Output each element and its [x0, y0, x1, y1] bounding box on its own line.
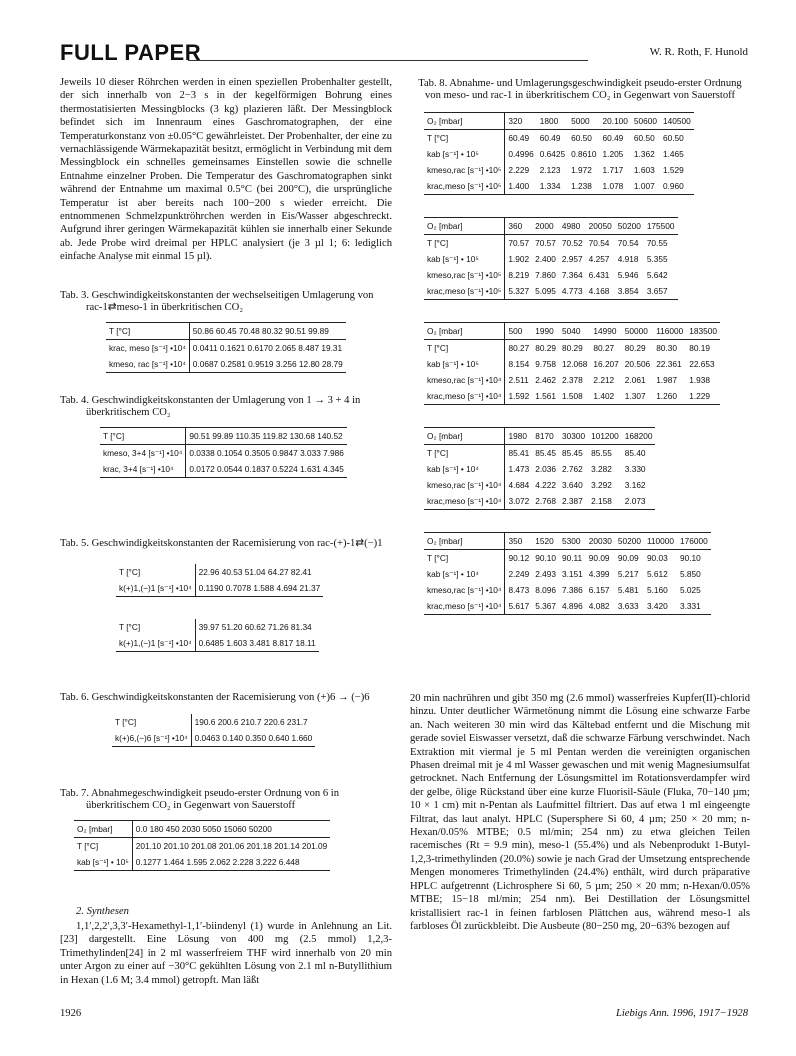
table-row [424, 428, 655, 445]
table-cell: 60.50 [633, 133, 655, 144]
table-cell: 1.334 [537, 178, 568, 195]
table-cell: 60.49 [602, 133, 624, 144]
table-cell: 3.330 [624, 464, 646, 475]
table-row: T [°C] 39.97 51.20 60.62 71.26 81.34 [116, 619, 319, 635]
table-cell: 7.364 [561, 270, 583, 281]
table-row: T [°C] 50.86 60.45 70.48 80.32 90.51 99.89 [106, 323, 346, 340]
table-cell: 5.025 [680, 585, 701, 596]
table-cell: 2.378 [562, 375, 583, 386]
table-cell: 2.387 [559, 493, 588, 510]
table-cell: 1.465 [663, 149, 684, 160]
table-cell: 3.282 [591, 464, 612, 475]
table-cell: 1.473 [508, 464, 530, 475]
table-cell: 1.987 [656, 375, 677, 386]
body-paragraph: 1,1′,2,2′,3,3′-Hexamethyl-1,1′-biindenyl (1) wurde in Anlehnung an Lit.[23] dargestellt. Eine Lösung von 400 mg (2.5 mmol) 1,2,3-Trimethylinden[24] in 2 ml wasserfreiem THF wird innerhalb von 20 min unter Argon zu einer auf −30°C gekühlten Lösung von 2.1 ml n-Butyllithium in Hexan (1.6 M; 3.4 mmol) getropft. Man läßt [60, 921, 392, 986]
data-table [100, 427, 347, 478]
table-row: krac, 3+4 [s⁻¹] •10⁴ 0.0172 0.0544 0.1837 0.5224 1.631 4.345 [100, 461, 347, 478]
table-cell: 1.592 [505, 388, 532, 405]
table-cell: 70.55 [646, 238, 668, 249]
data-table [116, 564, 323, 597]
table-cell: 5.946 [617, 270, 639, 281]
table-cell: 3.331 [677, 598, 711, 615]
table-row [424, 251, 678, 267]
table-cell: 9.758 [535, 359, 557, 370]
table-cell: 50200 [615, 218, 644, 235]
table-cell: 2.212 [593, 375, 615, 386]
data-table [116, 619, 319, 652]
table-cell: 70.54 [617, 238, 639, 249]
table-caption: Tab. 4. Geschwindigkeitskonstanten der Umlagerung von 1 → 3 + 4 in überkritischem CO₂ [60, 395, 361, 419]
table-caption: Tab. 6. Geschwindigkeitskonstanten der Racemisierung von (+)6 → (−)6 [60, 692, 370, 703]
table-cell: 3.420 [644, 598, 677, 615]
row-label: kmeso,rac [s⁻¹] •10⁵ [424, 267, 505, 283]
table-cell: 80.27 [508, 343, 530, 354]
table-row [424, 146, 694, 162]
table-cell: 7.860 [535, 270, 556, 281]
table-cell: 5.850 [680, 569, 701, 580]
table-row: T [°C] 201.10 201.10 201.08 201.06 201.18 201.14 201.09 [74, 838, 330, 855]
table-cell: 30300 [559, 428, 588, 445]
authors: W. R. Roth, F. Hunold [649, 46, 748, 58]
table-cell: 183500 [686, 323, 720, 340]
table-cell: 5040 [559, 323, 590, 340]
row-label: kab [s⁻¹] • 10⁵ [424, 356, 505, 372]
table-cell: 2.957 [561, 254, 583, 265]
table-cell: 2.229 [508, 165, 530, 176]
table-cell: 1.362 [633, 149, 655, 160]
row-label: krac,meso [s⁻¹] •10⁴ [424, 388, 505, 405]
table-cell: 80.30 [656, 343, 677, 354]
table-cell: 90.10 [680, 553, 701, 564]
table-cell: 8.154 [508, 359, 530, 370]
table-cell: 2.768 [532, 493, 559, 510]
table-row [424, 477, 655, 493]
synthesis-section [60, 906, 392, 987]
page-number: 1926 [60, 1008, 82, 1019]
table-caption: Tab. 5. Geschwindigkeitskonstanten der Racemisierung von rac-(+)-1⇄(−)1 [60, 538, 383, 549]
body-paragraph: Jeweils 10 dieser Röhrchen werden in einen speziellen Probenhalter gestellt, der sich innerhalb von 2−3 s in der kegelförmigen Bohrung eines thermostatisierten Messingblocks (3 kg) plazieren läßt. Der Messingblock befindet sich im Innenraum eines Gaschromatographen, der eine Temperaturkonstanz von ±0.05°C gewährleistet. Der Probenhalter, der eine zu vernachlässigende Wärmekapazität besitzt, ermöglicht in Verbindung mit dem Messingblock ein schnelles gemeinsames Einstellen sowie die schnelle Entnahme einzelner Proben. Die Temperatur des Gaschromatographen sinkt während der Entnahme um maximal 0.5°C (bei 200°C), die ursprüngliche Temperatur ist aber bereits nach 100−200 s wieder erreicht. Die entnommenen Schmelzpunktröhrchen werden in Eis/Wasser abgeschreckt. Aufgrund ihrer geringen Wärmekapazität kühlen sie innerhalb einer Sekunde ab. Jede Probe wird dreimal per HPLC analysiert (je 3 µl 1; 6: lediglich einfache Analyse mit einmal 15 µl). [60, 77, 392, 263]
table-cell: 8.473 [508, 585, 530, 596]
table-row [424, 388, 720, 405]
table-row [424, 372, 720, 388]
table-cell: 3.292 [591, 480, 612, 491]
table-cell: 20050 [586, 218, 615, 235]
data-table [424, 112, 694, 195]
table-row [424, 340, 720, 357]
table-6 [60, 692, 392, 747]
table-8-blocks [410, 112, 750, 615]
table-cell: 110000 [644, 533, 677, 550]
table-cell: 20.506 [624, 359, 651, 370]
table-cell: 4.918 [617, 254, 639, 265]
row-label: T [°C] [424, 550, 505, 567]
table-cell: 6.431 [588, 270, 610, 281]
table-row: T [°C] 22.96 40.53 51.04 64.27 82.41 [116, 564, 323, 580]
table-cell: 1.603 [633, 165, 655, 176]
table-cell: 5.642 [646, 270, 668, 281]
table-cell: 0.960 [660, 178, 694, 195]
table-cell: 8.219 [508, 270, 530, 281]
table-cell: 1990 [532, 323, 559, 340]
table-cell: 1.529 [663, 165, 684, 176]
table-cell: 5.481 [617, 585, 639, 596]
table-cell: 8.096 [535, 585, 557, 596]
table-cell: 1800 [537, 113, 568, 130]
body-paragraph: 20 min nachrühren und gibt 350 mg (2.6 mmol) wasserfreies Kupfer(II)-chlorid hinzu. Unter deutlicher Wärmetönung nimmt die Lösung eine schwarze Farbe an. Nach weiteren 30 min wird das Kältebad entfernt und die Mischung mit gerade soviel Eiswasser versetzt, daß die schwarze Färbung verschwindet. Nach Extraktion mit viermal je 5 ml Pentan werden die vereinigten organischen Phasen dreimal mit je 4 ml Wasser gewaschen und mit wenig Magnesiumsulfat getrocknet. Nach Entfernung der Lösungsmittel im Rotationsverdampfer wird der gelbe, ölige Rückstand über eine kurze Fluorisil-Säule (Fluka, 70−140 µm; 10 × 1 cm) mit n-Pentan als Laufmittel filtriert. Das auf etwa 1 ml eingeengte Filtrat, das laut analyt. HPLC (Supersphere Si 60, 4 µm; 250 × 20 mm; n-Hexan/0.05% MTBE; 0.5 ml/min; 254 nm) zu etwa gleichen Teilen racemisches (Rt = 9.9 min), meso-1 (55.4%) und als Nebenprodukt 1-Butyl-1,2,3-trimethylinden (20.0%) sowie je nach Grad der Umsetzung entsprechende Mengen monomeres Trimethylinden (24.4%) enthält, wird durch präparative HPLC aufgetrennt (Lichrosphere Si 60, 5 µm; 250 × 20 mm; n-Hexan/0.05% MTBE; 15−18 ml/min; 254 nm). Bei Destillation der Lösungsmittel kristallisiert rac-1 in feinen farblosen Plättchen aus, während meso-1 als farbloses Öl zurückbleibt. Die Ausbeute (80−250 mg, 20−63% bezogen auf [410, 693, 750, 932]
table-row [424, 356, 720, 372]
table-3 [60, 290, 392, 373]
data-table [424, 532, 711, 615]
table-cell: 70.57 [535, 238, 556, 249]
table-row [424, 113, 694, 130]
table-cell: 80.19 [689, 343, 711, 354]
table-row [424, 461, 655, 477]
table-cell: 70.57 [508, 238, 530, 249]
table-cell: 1.938 [689, 375, 711, 386]
table-cell: 80.27 [593, 343, 615, 354]
table-cell: 14990 [590, 323, 621, 340]
table-5 [60, 538, 392, 652]
table-row: k(+)1,(−)1 [s⁻¹] •10⁴ 0.6485 1.603 3.481 8.817 18.11 [116, 635, 319, 652]
table-cell: 5.612 [646, 569, 668, 580]
table-row [424, 283, 678, 300]
table-row [424, 566, 711, 582]
table-cell: 12.068 [562, 359, 588, 370]
table-cell: 50200 [615, 533, 644, 550]
table-cell: 70.52 [561, 238, 583, 249]
table-row [424, 267, 678, 283]
table-cell: 2000 [532, 218, 559, 235]
table-cell: 50000 [622, 323, 653, 340]
table-cell: 3.633 [615, 598, 644, 615]
row-label: O₂ [mbar] [424, 428, 505, 445]
table-cell: 20030 [586, 533, 615, 550]
table-cell: 90.11 [562, 553, 583, 564]
table-cell: 16.207 [593, 359, 619, 370]
row-label: O₂ [mbar] [424, 323, 505, 340]
data-table [106, 322, 346, 373]
table-cell: 4.684 [508, 480, 530, 491]
table-cell: 0.8610 [571, 149, 597, 160]
table-row: kab [s⁻¹] • 10⁵ 0.1277 1.464 1.595 2.062 2.228 3.222 6.448 [74, 854, 330, 871]
row-label: krac,meso [s⁻¹] •10⁵ [424, 283, 505, 300]
table-cell: 4980 [559, 218, 586, 235]
row-label: kab [s⁻¹] • 10⁵ [424, 146, 505, 162]
table-cell: 3.640 [562, 480, 583, 491]
data-table [112, 714, 315, 747]
table-cell: 7.386 [562, 585, 583, 596]
table-cell: 5.217 [617, 569, 639, 580]
table-row: k(+)6,(−)6 [s⁻¹] •10⁴ 0.0463 0.140 0.350 0.640 1.660 [112, 730, 315, 747]
table-cell: 1.007 [631, 178, 660, 195]
table-cell: 1.508 [559, 388, 590, 405]
table-row [424, 550, 711, 567]
table-cell: 70.54 [588, 238, 610, 249]
table-row [424, 162, 694, 178]
table-cell: 90.10 [535, 553, 557, 564]
table-cell: 4.222 [535, 480, 557, 491]
row-label: kab [s⁻¹] • 10⁵ [424, 251, 505, 267]
table-row: T [°C] 90.51 99.89 110.35 119.82 130.68 140.52 [100, 428, 347, 445]
table-cell: 140500 [660, 113, 694, 130]
left-column [60, 76, 392, 264]
table-cell: 3.657 [644, 283, 678, 300]
table-row [424, 178, 694, 195]
table-cell: 500 [505, 323, 532, 340]
page-header [60, 40, 748, 70]
table-cell: 1.402 [590, 388, 621, 405]
row-label: kmeso,rac [s⁻¹] •10⁴ [424, 372, 505, 388]
table-cell: 2.158 [588, 493, 622, 510]
table-cell: 85.40 [624, 448, 646, 459]
table-cell: 1.238 [568, 178, 599, 195]
table-cell: 2.036 [535, 464, 557, 475]
table-cell: 5000 [568, 113, 599, 130]
table-cell: 85.55 [591, 448, 612, 459]
table-cell: 1.229 [686, 388, 720, 405]
table-row: kmeso, 3+4 [s⁻¹] •10⁴ 0.0338 0.1054 0.3505 0.9847 3.033 7.986 [100, 445, 347, 462]
table-cell: 350 [505, 533, 532, 550]
table-cell: 168200 [622, 428, 656, 445]
row-label: krac,meso [s⁻¹] •10⁵ [424, 178, 505, 195]
table-cell: 8170 [532, 428, 559, 445]
table-row [424, 218, 678, 235]
table-cell: 0.4996 [508, 149, 534, 160]
data-table [424, 322, 720, 405]
table-cell: 2.400 [535, 254, 556, 265]
table-7 [60, 788, 392, 871]
table-row [424, 130, 694, 147]
table-cell: 2.123 [539, 165, 561, 176]
table-cell: 3.854 [615, 283, 644, 300]
table-cell: 5.327 [505, 283, 532, 300]
table-cell: 1520 [532, 533, 559, 550]
table-cell: 1.561 [532, 388, 559, 405]
table-cell: 4.168 [586, 283, 615, 300]
table-row [424, 582, 711, 598]
row-label: T [°C] [424, 235, 505, 252]
row-label: kmeso,rac [s⁻¹] •10⁴ [424, 477, 505, 493]
row-label: O₂ [mbar] [424, 533, 505, 550]
row-label: kab [s⁻¹] • 10⁴ [424, 461, 505, 477]
row-label: O₂ [mbar] [424, 218, 505, 235]
table-cell: 4.896 [559, 598, 586, 615]
table-cell: 2.462 [535, 375, 557, 386]
table-cell: 1.307 [622, 388, 653, 405]
table-cell: 116000 [653, 323, 686, 340]
row-label: kmeso,rac [s⁻¹] •10⁴ [424, 582, 505, 598]
table-cell: 90.09 [617, 553, 639, 564]
table-row [424, 445, 655, 462]
table-cell: 320 [505, 113, 537, 130]
table-cell: 5.355 [646, 254, 668, 265]
table-cell: 4.082 [586, 598, 615, 615]
table-cell: 176000 [677, 533, 711, 550]
table-cell: 1.972 [571, 165, 592, 176]
table-cell: 22.361 [656, 359, 682, 370]
table-caption: Tab. 3. Geschwindigkeitskonstanten der wechselseitigen Umlagerung von rac-1⇄meso-1 in überkritischen CO₂ [60, 290, 374, 314]
table-row [424, 598, 711, 615]
table-cell: 1.260 [653, 388, 686, 405]
table-row [424, 493, 655, 510]
table-cell: 1.400 [505, 178, 537, 195]
table-row [424, 235, 678, 252]
table-cell: 5.095 [532, 283, 559, 300]
table-cell: 4.773 [559, 283, 586, 300]
table-cell: 5.367 [532, 598, 559, 615]
table-cell: 2.511 [508, 375, 529, 386]
table-cell: 360 [505, 218, 532, 235]
table-cell: 5.617 [505, 598, 532, 615]
table-cell: 80.29 [562, 343, 583, 354]
table-cell: 2.249 [508, 569, 530, 580]
table-cell: 6.157 [588, 585, 610, 596]
row-label: kmeso,rac [s⁻¹] •10⁵ [424, 162, 505, 178]
table-cell: 2.073 [622, 493, 656, 510]
table-cell: 1980 [505, 428, 532, 445]
table-cell: 1.078 [600, 178, 631, 195]
table-cell: 4.257 [588, 254, 610, 265]
table-row [424, 323, 720, 340]
row-label: O₂ [mbar] [424, 113, 505, 130]
table-cell: 90.12 [508, 553, 530, 564]
table-row: O₂ [mbar] 0.0 180 450 2030 5050 15060 50200 [74, 821, 330, 838]
table-cell: 1.902 [508, 254, 530, 265]
table-cell: 2.762 [562, 464, 583, 475]
table-cell: 1.205 [602, 149, 624, 160]
table-cell: 85.41 [508, 448, 530, 459]
table-cell: 90.09 [588, 553, 610, 564]
table-cell: 60.50 [571, 133, 592, 144]
table-cell: 5300 [559, 533, 586, 550]
table-cell: 175500 [644, 218, 678, 235]
table-cell: 50600 [631, 113, 660, 130]
table-cell: 85.45 [562, 448, 583, 459]
table-cell: 101200 [588, 428, 622, 445]
table-4 [60, 395, 392, 478]
data-table [74, 820, 330, 871]
table-cell: 3.151 [562, 569, 583, 580]
table-cell: 2.061 [624, 375, 646, 386]
header-rule [188, 60, 588, 61]
section-label: FULL PAPER [60, 40, 202, 65]
table-cell: 60.50 [663, 133, 684, 144]
table-caption: Tab. 7. Abnahmegeschwindigkeit pseudo-erster Ordnung von 6 in überkritischem CO₂ in Gegenwart von Sauerstoff [60, 788, 340, 812]
table-cell: 5.160 [646, 585, 668, 596]
row-label: T [°C] [424, 445, 505, 462]
table-row: k(+)1,(−)1 [s⁻¹] •10⁴ 0.1190 0.7078 1.588 4.694 21.37 [116, 580, 323, 597]
row-label: kab [s⁻¹] • 10⁴ [424, 566, 505, 582]
table-caption: Tab. 8. Abnahme- und Umlagerungsgeschwindigkeit pseudo-erster Ordnung von meso- und rac-1 in überkritischem CO₂ in Gegenwart von Sauerstoff [418, 78, 742, 102]
table-cell: 80.29 [624, 343, 646, 354]
table-8 [410, 78, 750, 615]
row-label: T [°C] [424, 130, 505, 147]
table-cell: 0.6425 [539, 149, 566, 160]
right-column-text [410, 692, 750, 933]
table-cell: 22.653 [689, 359, 715, 370]
table-row [424, 533, 711, 550]
data-table [424, 427, 655, 510]
row-label: krac,meso [s⁻¹] •10⁴ [424, 598, 505, 615]
table-cell: 20.100 [600, 113, 631, 130]
table-row: T [°C] 190.6 200.6 210.7 220.6 231.7 [112, 714, 315, 730]
table-cell: 60.49 [508, 133, 530, 144]
table-cell: 4.399 [588, 569, 610, 580]
journal-citation: Liebigs Ann. 1996, 1917−1928 [615, 1008, 748, 1019]
table-cell: 3.162 [624, 480, 646, 491]
table-cell: 85.45 [535, 448, 557, 459]
table-row: krac, meso [s⁻¹] •10⁴ 0.0411 0.1621 0.6170 2.065 8.487 19.31 [106, 340, 346, 357]
row-label: krac,meso [s⁻¹] •10⁴ [424, 493, 505, 510]
table-cell: 90.03 [646, 553, 668, 564]
table-cell: 80.29 [535, 343, 557, 354]
table-cell: 2.493 [535, 569, 557, 580]
table-cell: 1.717 [602, 165, 624, 176]
table-cell: 60.49 [539, 133, 561, 144]
data-table [424, 217, 678, 300]
table-cell: 3.072 [505, 493, 532, 510]
row-label: T [°C] [424, 340, 505, 357]
section-heading: 2. Synthesen [76, 906, 129, 917]
table-row: kmeso, rac [s⁻¹] •10⁴ 0.0687 0.2581 0.9519 3.256 12.80 28.79 [106, 356, 346, 373]
